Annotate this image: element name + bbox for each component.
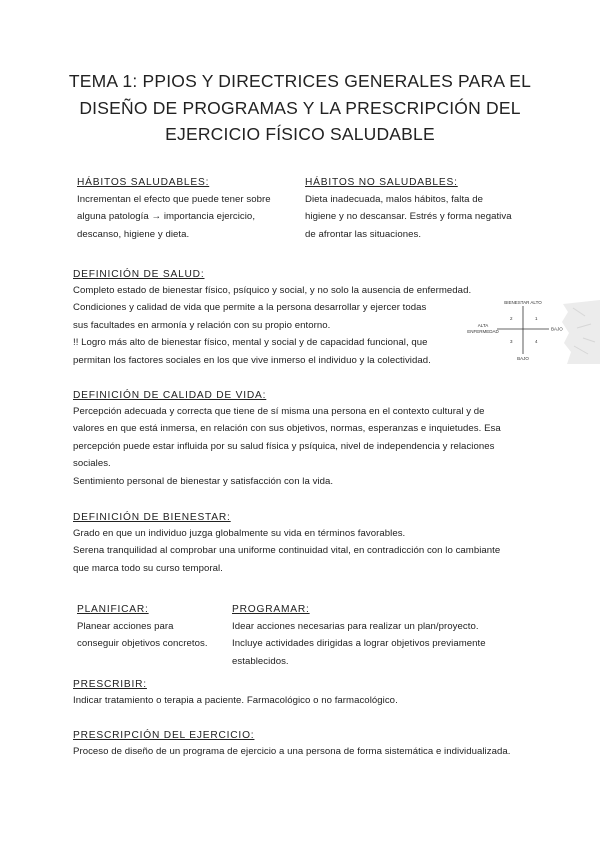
- habitos-no-saludables-text: [305, 191, 545, 243]
- habitos-no-saludables-section: [305, 176, 545, 243]
- title-line-1: TEMA 1: PPIOS Y DIRECTRICES GENERALES PARA EL: [68, 71, 532, 91]
- definicion-bienestar-heading: DEFINICIÓN DE BIENESTAR:: [73, 512, 231, 523]
- planificar-section: [77, 603, 227, 653]
- definicion-bienestar-text: [73, 525, 553, 577]
- text-line: sus facultades en armonía y relación con su propio entorno.: [73, 319, 331, 331]
- definicion-bienestar-section: [73, 511, 553, 577]
- definicion-salud-section: [73, 268, 493, 369]
- text-line: Idear acciones necesarias para realizar un plan/proyecto.: [232, 621, 479, 632]
- prescribir-text: [73, 692, 553, 709]
- text-line: permitan los factores sociales en los que vive inmerso el individuo y la colectividad.: [73, 354, 431, 366]
- planificar-heading: PLANIFICAR:: [77, 604, 149, 615]
- text-line: alguna patología → importancia ejercicio,: [77, 211, 256, 223]
- habitos-saludables-text: [77, 191, 297, 243]
- diagram-label-left-1: ALTA: [477, 323, 489, 328]
- text-line: conseguir objetivos concretos.: [77, 638, 208, 650]
- text-line: Completo estado de bienestar físico, psíquico y social, y no solo la ausencia de enfermedad.: [73, 285, 472, 296]
- text-line: de afrontar las situaciones.: [305, 228, 422, 240]
- diagram-label-bottom: BAJO: [517, 356, 529, 361]
- diagram-quadrant-2: 2: [510, 316, 513, 321]
- diagram-quadrant-4: 4: [535, 339, 538, 344]
- text-line: Percepción adecuada y correcta que tiene de sí misma una persona en el contexto cultural y de: [73, 406, 485, 417]
- text-line: Sentimiento personal de bienestar y satisfacción con la vida.: [73, 475, 334, 487]
- prescripcion-ejercicio-text: [73, 743, 563, 760]
- text-line: Grado en que un individuo juzga globalmente su vida en términos favorables.: [73, 528, 406, 539]
- text-line: Serena tranquilidad al comprobar una uniforme continuidad vital, en contradicción con lo cambiante: [73, 545, 501, 557]
- programar-heading: PROGRAMAR:: [232, 604, 310, 615]
- diagram-quadrant-1: 1: [535, 316, 538, 321]
- title-line-2: DISEÑO DE PROGRAMAS Y LA PRESCRIPCIÓN DEL: [79, 97, 521, 118]
- habitos-no-saludables-heading: HÁBITOS NO SALUDABLES:: [305, 177, 458, 188]
- diagram-label-right: BAJO: [551, 326, 563, 332]
- salud-bienestar-diagram: [455, 298, 600, 364]
- programar-section: [232, 603, 542, 670]
- prescripcion-ejercicio-section: [73, 729, 563, 760]
- text-line: higiene y no descansar. Estrés y forma negativa: [305, 211, 512, 223]
- habitos-saludables-section: [77, 176, 297, 243]
- text-line: establecidos.: [232, 655, 289, 667]
- page-title: [40, 68, 560, 148]
- text-line: sociales.: [73, 458, 111, 470]
- sketch-background: [562, 300, 600, 364]
- text-line: valores en que está inmersa, en relación con sus objetivos, normas, esperanzas e inquietudes. Esa: [73, 423, 501, 435]
- text-line: Indicar tratamiento o terapia a paciente. Farmacológico o no farmacológico.: [73, 695, 398, 706]
- prescribir-section: [73, 678, 553, 709]
- text-line: que marca todo su curso temporal.: [73, 562, 223, 574]
- planificar-text: [77, 618, 227, 653]
- text-line: Incluye actividades dirigidas a lograr objetivos previamente: [232, 638, 486, 650]
- definicion-calidad-vida-section: [73, 389, 553, 490]
- programar-text: [232, 618, 542, 670]
- prescribir-heading: PRESCRIBIR:: [73, 679, 147, 690]
- text-line: !! Logro más alto de bienestar físico, mental y social y de capacidad funcional, que: [73, 337, 428, 349]
- diagram-label-left-2: ENFERMEDAD: [467, 329, 499, 334]
- diagram-label-top: BIENESTAR ALTO: [504, 300, 542, 305]
- text-line: descanso, higiene y dieta.: [77, 228, 190, 240]
- text-line: Condiciones y calidad de vida que permite a la persona desarrollar y ejercer todas: [73, 302, 427, 314]
- text-line: Dieta inadecuada, malos hábitos, falta de: [305, 194, 484, 205]
- definicion-calidad-vida-heading: DEFINICIÓN DE CALIDAD DE VIDA:: [73, 390, 267, 401]
- text-line: Proceso de diseño de un programa de ejercicio a una persona de forma sistemática e individualizada.: [73, 746, 511, 757]
- habitos-saludables-heading: HÁBITOS SALUDABLES:: [77, 177, 210, 188]
- text-line: Planear acciones para: [77, 621, 174, 632]
- definicion-salud-text: [73, 282, 493, 369]
- definicion-salud-heading: DEFINICIÓN DE SALUD:: [73, 269, 205, 280]
- title-line-3: EJERCICIO FÍSICO SALUDABLE: [165, 124, 435, 144]
- prescripcion-ejercicio-heading: PRESCRIPCIÓN DEL EJERCICIO:: [73, 730, 255, 741]
- text-line: percepción puede estar influida por su salud física y psíquica, nivel de independencia y relaciones: [73, 440, 495, 452]
- text-line: Incrementan el efecto que puede tener sobre: [77, 194, 271, 205]
- diagram-quadrant-3: 3: [510, 339, 513, 344]
- definicion-calidad-vida-text: [73, 403, 553, 490]
